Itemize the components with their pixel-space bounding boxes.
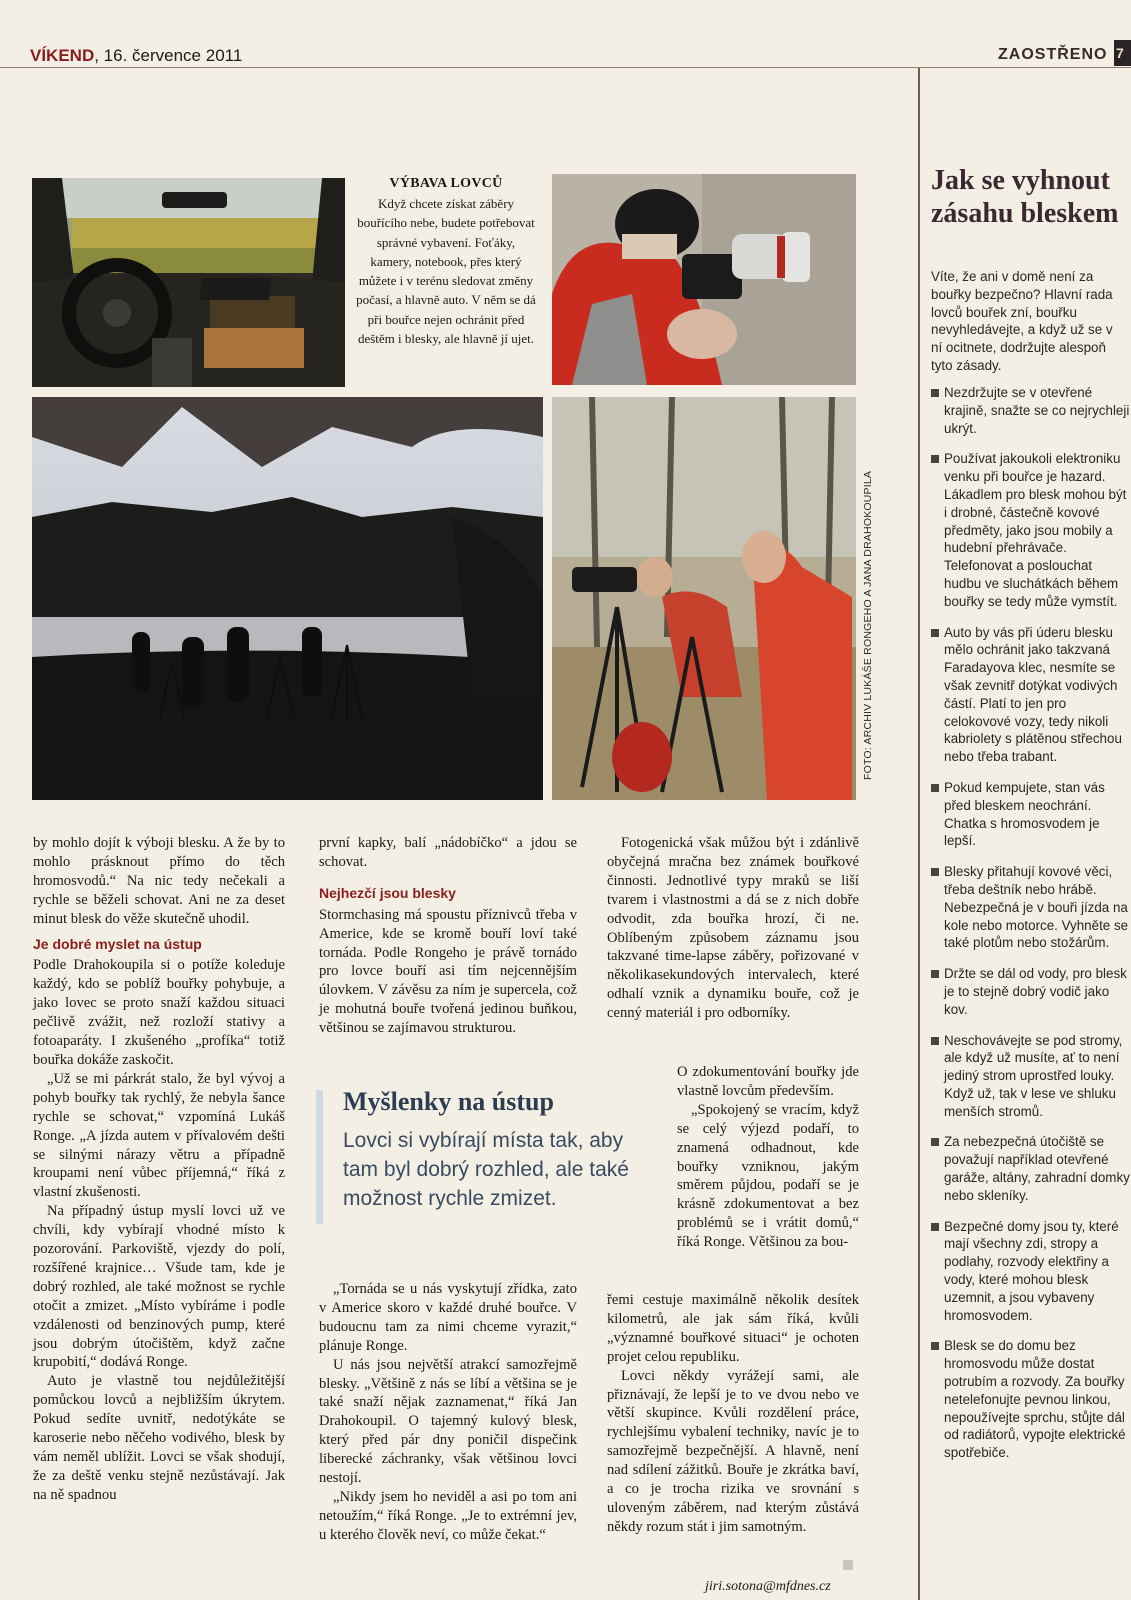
paragraph: řemi cestuje maximálně několik desítek kilometrů, ale jak sám říká, kvůli „významné bouřkové situaci“ je ochoten projet celou republiku. <box>607 1292 859 1365</box>
tip-text: Bezpečné domy jsou ty, které mají všechny zdi, stropy a podlahy, rozvody elektřiny a vody, které mohou blesk uzemnit, a jsou vybaveny hromosvodem. <box>944 1218 1119 1323</box>
tip-item <box>931 965 1131 1018</box>
tip-text: Za nebezpečná útočiště se považují například otevřené garáže, altány, zahradní domky nebo skleníky. <box>944 1134 1130 1203</box>
tip-text: Blesky přitahují kovové věci, třeba deštník nebo hrábě. Nebezpečná je v bouři jízda na kole nebo motorce. Vyhněte se také plotům nebo stožárům. <box>944 864 1129 951</box>
article-column-3-top <box>607 834 859 1023</box>
caption-heading: VÝBAVA LOVCŮ <box>389 176 503 191</box>
photo-two-photographers <box>552 397 856 800</box>
bullet-square-icon <box>931 1138 939 1146</box>
sidebar-intro: Víte, že ani v domě není za bouřky bezpečno? Hlavní rada lovců bouřek zní, bouřku nevyhledávejte, a když už se v ní ocitnete, dodržujte alespoň tyto zásady. <box>931 269 1113 373</box>
sidebar-divider <box>918 68 920 1600</box>
author-email: jiri.sotona@mfdnes.cz <box>705 1579 831 1594</box>
tip-text: Auto by vás při úderu blesku mělo ochránit jako takzvaná Faradayova klec, nesmíte se však zevnitř dotýkat vodivých částí. Platí to jen pro celokovové vozy, tedy nikoli kabriolety s plátěnou střechou nebo třeba trabant. <box>944 624 1122 765</box>
tip-item <box>931 1032 1131 1121</box>
paragraph: první kapky, balí „nádobíčko“ a jdou se schovat. <box>319 835 577 870</box>
article-column-2-bottom <box>319 1280 577 1545</box>
bullet-square-icon <box>931 455 939 463</box>
article-column-2-top <box>319 834 577 1038</box>
bullet-square-icon <box>931 1037 939 1045</box>
paragraph: O zdokumentování bouřky jde vlastně lovcům především. <box>677 1064 859 1099</box>
paragraph: by mohlo dojít k výboji blesku. A že by to mohlo prásknout přímo do těch hromosvodů.“ Na nic tedy nečekali a rychle se běželi schovat. Ani ne za deset minut blesk do věže skutečně uhodil. <box>33 835 285 927</box>
tip-item <box>931 450 1131 610</box>
issue-date: , 16. července 2011 <box>94 46 243 65</box>
paragraph: Stormchasing má spoustu příznivců třeba v Americe, kde se kromě bouří loví také tornáda. Podle Rongeho je právě tornádo pro lovce bouří asi tím nejcennějším úlovkem. V závěsu za ním je supercela, což je mohutná bouře tvořená jedinou buňkou, většinou se zajímavou strukturou. <box>319 906 577 1037</box>
photo-credit-text: FOTO: ARCHIV LUKÁŠE RONGEHO A JANA DRAHOKOUPILA <box>862 470 874 780</box>
bullet-square-icon <box>931 1223 939 1231</box>
paragraph: „Už se mi párkrát stalo, že byl vývoj a pohyb bouřky tak rychlý, že nebyla šance rychle se schovat,“ vzpomíná Lukáš Ronge. „A jízda autem v přívalovém dešti se silnými nárazy větru a případně kroupami není vůbec příjemná,“ říká z vlastní zkušenosti. <box>33 1070 285 1201</box>
pull-quote-title: Myšlenky na ústup <box>343 1087 554 1116</box>
tip-text: Používat jakoukoli elektroniku venku při bouřce je hazard. Lákadlem pro blesk mohou být i drobné, částečně kovové předměty, jako jsou mobily a hudební přehrávače. Telefonovat a poslouchat hudbu ve sluchátkách během bouřky se tedy může vymstít. <box>944 451 1127 609</box>
bullet-square-icon <box>931 970 939 978</box>
paragraph: Podle Drahokoupila si o potíže koleduje každý, kdo se poblíž bouřky pohybuje, a jako lovec se proto snaží každou situaci pečlivě zvážit, než rozloží stativy a fotoaparáty. I zkušeného „profíka“ totiž bouřka dokáže zaskočit. <box>33 957 285 1068</box>
paragraph: Fotogenická však můžou být i zdánlivě obyčejná mračna bez známek bouřkové činnosti. Jednotlivé typy mraků se liší tvarem i vlastnostmi a dá se z nich dobře odvodit, zda bouřka hrozí, či ne. Oblíbeným způsobem záznamu jsou takzvané time-lapse záběry, pořizované v několikasekundových intervalech, které odhalí vznik a dynamiku bouře, což je cenný materiál i pro odborníky. <box>607 835 859 1022</box>
bullet-square-icon <box>931 784 939 792</box>
paragraph: U nás jsou největší atrakcí samozřejmě blesky. „Většině z nás se líbí a většina se je také snaží nějak zaznamenat,“ říká Jan Drahokoupil. O tajemný kulový blesk, který před pár dny poničil dispečink liberecké záchranky, však většinou lovci nestojí. <box>319 1356 577 1487</box>
article-column-1 <box>33 834 285 1505</box>
tip-item <box>931 1218 1131 1325</box>
sidebar-title: Jak se vyhnout zásahu bleskem <box>931 165 1119 229</box>
article-end-mark <box>843 1560 853 1570</box>
tip-item <box>931 863 1131 952</box>
bullet-square-icon <box>931 868 939 876</box>
tip-text: Blesk se do domu bez hromosvodu může dostat potrubím a rozvody. Za bouřky netelefonujte pevnou linkou, nepoužívejte sprchu, stůjte dál od radiátorů, vypojte elektrické spotřebiče. <box>944 1338 1126 1461</box>
header-divider <box>0 67 1131 68</box>
photo-car-interior <box>32 178 345 387</box>
bullet-square-icon <box>931 1342 939 1350</box>
tip-item <box>931 624 1131 766</box>
caption-text: Když chcete získat záběry bouřícího nebe, budete potřebovat správné vybavení. Foťáky, kamery, notebook, přes který můžete i v terénu sledovat změny počasí, a hlavně auto. V něm se dá při bouřce nejen ochránit před deštěm i blesky, ale hlavně jí ujet. <box>356 196 536 347</box>
tip-item <box>931 1133 1131 1204</box>
paragraph: „Nikdy jsem ho neviděl a asi po tom ani netoužím,“ říká Ronge. „Je to extrémní jev, u kterého člověk neví, co může čekat.“ <box>319 1488 577 1543</box>
rubric-label: ZAOSTŘENO <box>998 46 1108 63</box>
tip-text: Nezdržujte se v otevřené krajině, snažte se co nejrychleji ukrýt. <box>944 385 1130 436</box>
page-header-date <box>30 46 242 66</box>
tip-item <box>931 384 1131 437</box>
pull-quote-text: Lovci si vybírají místa tak, aby tam byl dobrý rozhled, ale také možnost rychle zmizet. <box>343 1129 629 1210</box>
paragraph: Lovci někdy vyrážejí sami, ale přiznávají, že lepší je to ve dvou nebo ve větší skupince. Kvůli rozdělení práce, rychlejšímu vybalení techniky, navíc je to samozřejmě bezpečnější. A hlavně, není nad sdílení zážitků. Bouře je zkrátka baví, a co je trocha rizika ve srovnání s uloveným záběrem, nad kterým zůstává někdy rozum stát i jim samotným. <box>607 1367 859 1535</box>
subheading: Nejhezčí jsou blesky <box>319 884 456 901</box>
photo-lake-silhouettes <box>32 397 543 800</box>
bullet-square-icon <box>931 629 939 637</box>
paragraph: Auto je vlastně tou nejdůležitější pomůckou lovců a nejbližším úkrytem. Pokud sedíte uvnitř, nedotýkáte se karoserie nebo něčeho vodivého, blesk by vám neměl ublížit. Lovci se však shodují, že za deště venku stejně nezůstávají. Jak na ně spadnou <box>33 1373 285 1503</box>
photo-credit <box>848 470 874 780</box>
paragraph: „Spokojený se vracím, když se celý výjezd podaří, to znamená odhadnout, kde bouřky vzniknou, jakým směrem půjdou, podaří se je krásně zdokumentovat a bez problémů se i vrátit domů,“ říká Ronge. Většinou za bou- <box>677 1101 859 1251</box>
article-column-3-bottom <box>607 1291 859 1537</box>
tip-item <box>931 779 1131 850</box>
photo-photographer-lens <box>552 174 856 385</box>
section-name: VÍKEND <box>30 46 95 65</box>
subheading: Je dobré myslet na ústup <box>33 935 202 952</box>
pull-quote-bar <box>316 1090 323 1224</box>
tip-text: Držte se dál od vody, pro blesk je to stejně dobrý vodič jako kov. <box>944 966 1127 1017</box>
tip-text: Neschovávejte se pod stromy, ale když už musíte, ať to není jediný strom uprostřed louky. Když už, tak v lese ve shluku menších stromů. <box>944 1032 1123 1119</box>
paragraph: „Tornáda se u nás vyskytují zřídka, zato v Americe skoro v každé druhé bouřce. V budoucnu tam za nimi chceme vyrazit,“ plánuje Ronge. <box>319 1281 577 1354</box>
tip-text: Pokud kempujete, stan vás před bleskem neochrání. Chatka s hromosvodem je lepší. <box>944 779 1105 849</box>
tip-item <box>931 1337 1131 1462</box>
bullet-square-icon <box>931 389 939 397</box>
paragraph: Na případný ústup myslí lovci už ve chvíli, kdy vybírají vhodné místo k pozorování. Parkoviště, vjezdy do polí, rozšířené krajnice… Všude tam, kde je dobrý rozhled, ale také možnost se rychle otočit a zmizet. „Místo vybíráme i podle vzdálenosti od benzinových pump, které jsou dobrým útočištěm, když začne krupobití,“ dodává Ronge. <box>33 1203 285 1371</box>
page-number: 7 <box>1114 40 1131 66</box>
article-column-3-narrow <box>677 1063 859 1252</box>
sidebar-tips-list <box>931 384 1131 1475</box>
